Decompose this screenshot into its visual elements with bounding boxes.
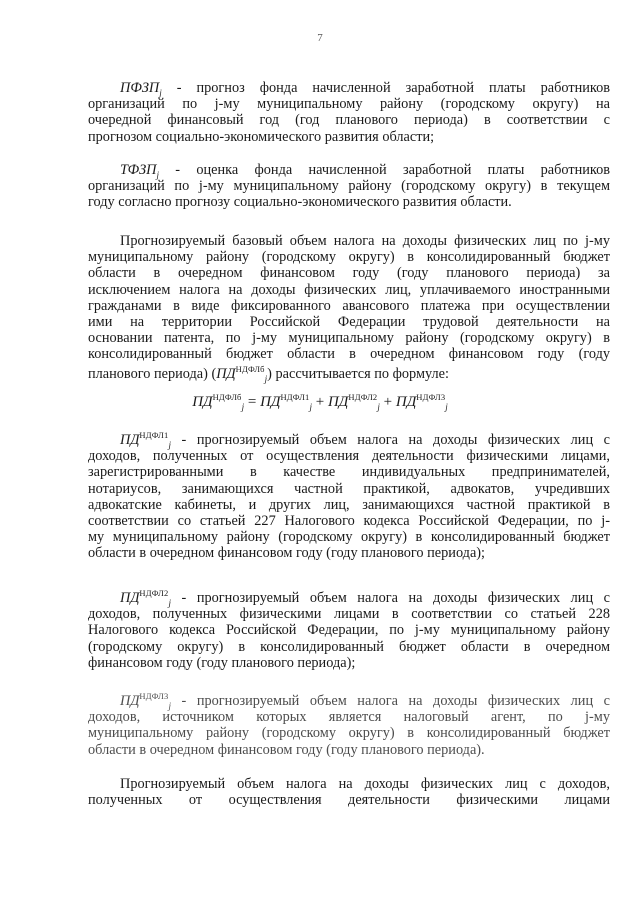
text-line: муниципальному району (городскому округу) в консолидированный бюджет	[88, 725, 610, 742]
text-line: Прогнозируемый объем налога на доходы физических лиц с доходов,	[120, 776, 610, 792]
text-line: прогнозом социально-экономического развития области;	[88, 128, 435, 145]
text-line: консолидированный бюджет области в очередном финансовом году (году	[88, 346, 610, 363]
plus-sign: +	[312, 394, 328, 410]
text-line: году согласно прогнозу социально-экономического развития области.	[88, 194, 512, 211]
symbol-pd: ПД	[120, 693, 140, 709]
symbol-pd: ПД	[120, 432, 140, 448]
text-line	[88, 590, 610, 606]
text-line	[88, 162, 610, 178]
text-line: муниципальному району (городскому округу) в консолидированный бюджет	[88, 249, 610, 266]
definition-ndfl2	[88, 590, 610, 671]
index-j: j	[168, 701, 171, 711]
line-text: - оценка фонда начисленной заработной платы работников	[158, 162, 610, 178]
text-line: гражданами в виде фиксированного авансового платежа при осуществлении	[88, 297, 610, 314]
text-line: адвокатские кабинеты, и других лиц, занимающихся частной практикой в	[88, 496, 610, 513]
definition-ndfl3	[88, 693, 610, 758]
index-j: j	[159, 88, 162, 98]
line-text: - прогнозируемый объем налога на доходы физических лиц с	[170, 590, 610, 606]
superscript-ndfl-b: НДФЛб	[212, 392, 242, 402]
definition-pfzp	[88, 80, 610, 145]
index-j: j	[156, 170, 159, 180]
index-j: j	[445, 402, 448, 412]
text-line: области в очередном финансовом году (году планового периода) за	[88, 265, 610, 282]
text-line: организаций по j-му муниципальному району (городскому округу) в текущем	[88, 178, 610, 195]
symbol-pd: ПД	[260, 394, 281, 410]
index-j: j	[241, 402, 245, 412]
symbol-pd: ПД	[395, 394, 417, 410]
text-line: организаций по j-му муниципальному району (городскому округу) на	[88, 96, 610, 113]
superscript-ndfl-3: НДФЛ3	[416, 392, 446, 402]
text-line: основании патента, по j-му муниципальному району (городскому округу) в	[88, 330, 610, 347]
text-line: финансовом году (году планового периода);	[88, 654, 356, 671]
text-line: зарегистрированными в качестве индивидуальных предпринимателей,	[88, 464, 610, 481]
superscript-ndfl-2: НДФЛ2	[139, 588, 169, 598]
definition-ndfl1	[88, 432, 610, 562]
symbol-pfzp: ПФЗП	[120, 80, 160, 96]
superscript-ndfl-3: НДФЛ3	[139, 691, 169, 701]
equals-sign: =	[244, 394, 261, 410]
line-text: ) рассчитывается по формуле:	[267, 365, 449, 382]
text-line	[88, 80, 610, 96]
text-line: Прогнозируемый базовый объем налога на доходы физических лиц по j-му	[120, 233, 610, 249]
text-line: доходов, полученных физическими лицами в соответствии со статьей 228	[88, 606, 610, 623]
text-line: соответствии со статьей 227 Налогового кодекса Российской Федерации, по j-	[88, 513, 610, 530]
text-line: полученных от осуществления деятельности физическими лицами	[88, 792, 610, 809]
text-line: очередной финансовый год (год планового периода) в соответствии с	[88, 112, 610, 129]
text-line: области в очередном финансовом году (году планового периода);	[88, 545, 486, 562]
continuation-paragraph	[88, 776, 610, 808]
text-line	[88, 432, 610, 448]
page-number: 7	[317, 32, 323, 44]
text-line: (городскому округу) в консолидированный бюджет области в очередном	[88, 638, 610, 655]
base-volume-paragraph	[88, 233, 610, 382]
text-line	[88, 693, 610, 709]
definition-tfzp	[88, 162, 610, 211]
text-line: исключением налога на доходы физических лиц, уплачиваемого иностранными	[88, 281, 610, 298]
index-j: j	[264, 373, 268, 384]
text-line: му муниципальному району (городскому округу) в консолидированный бюджет	[88, 529, 610, 546]
text-line: доходов, полученных от осуществления деятельности физическими лицами,	[88, 448, 610, 465]
plus-sign: +	[379, 394, 396, 410]
text-line: Налогового кодекса Российской Федерации, по j-му муниципальному району	[88, 622, 610, 639]
text-line: области в очередном финансовом году (году планового периода).	[88, 741, 485, 758]
superscript-ndfl-2: НДФЛ2	[348, 392, 378, 402]
line-text: - прогноз фонда начисленной заработной платы работников	[161, 80, 610, 96]
symbol-pd: ПД	[192, 394, 213, 410]
text-line: ими на территории Российской Федерации трудовой деятельности на	[88, 314, 610, 331]
line-text: - прогнозируемый объем налога на доходы физических лиц с	[170, 693, 610, 709]
superscript-ndfl-b: НДФЛб	[235, 363, 265, 374]
line-text: - прогнозируемый объем налога на доходы физических лиц с	[170, 432, 610, 448]
symbol-pd: ПД	[216, 365, 236, 382]
text-line: доходов, источником которых является налоговый агент, по j-му	[88, 709, 610, 726]
text-line: нотариусов, занимающихся частной практикой, адвокатов, учредивших	[88, 480, 610, 497]
symbol-tfzp: ТФЗП	[120, 162, 157, 178]
superscript-ndfl-1: НДФЛ1	[139, 430, 169, 440]
superscript-ndfl-1: НДФЛ1	[280, 392, 310, 402]
index-j: j	[377, 402, 380, 412]
symbol-pd: ПД	[327, 394, 349, 410]
formula-ndfl-base	[0, 394, 640, 410]
line-text: планового периода) (	[88, 365, 217, 382]
index-j: j	[168, 440, 171, 450]
text-line	[88, 363, 610, 384]
symbol-pd: ПД	[120, 590, 140, 606]
index-j: j	[309, 402, 312, 412]
index-j: j	[168, 598, 171, 608]
